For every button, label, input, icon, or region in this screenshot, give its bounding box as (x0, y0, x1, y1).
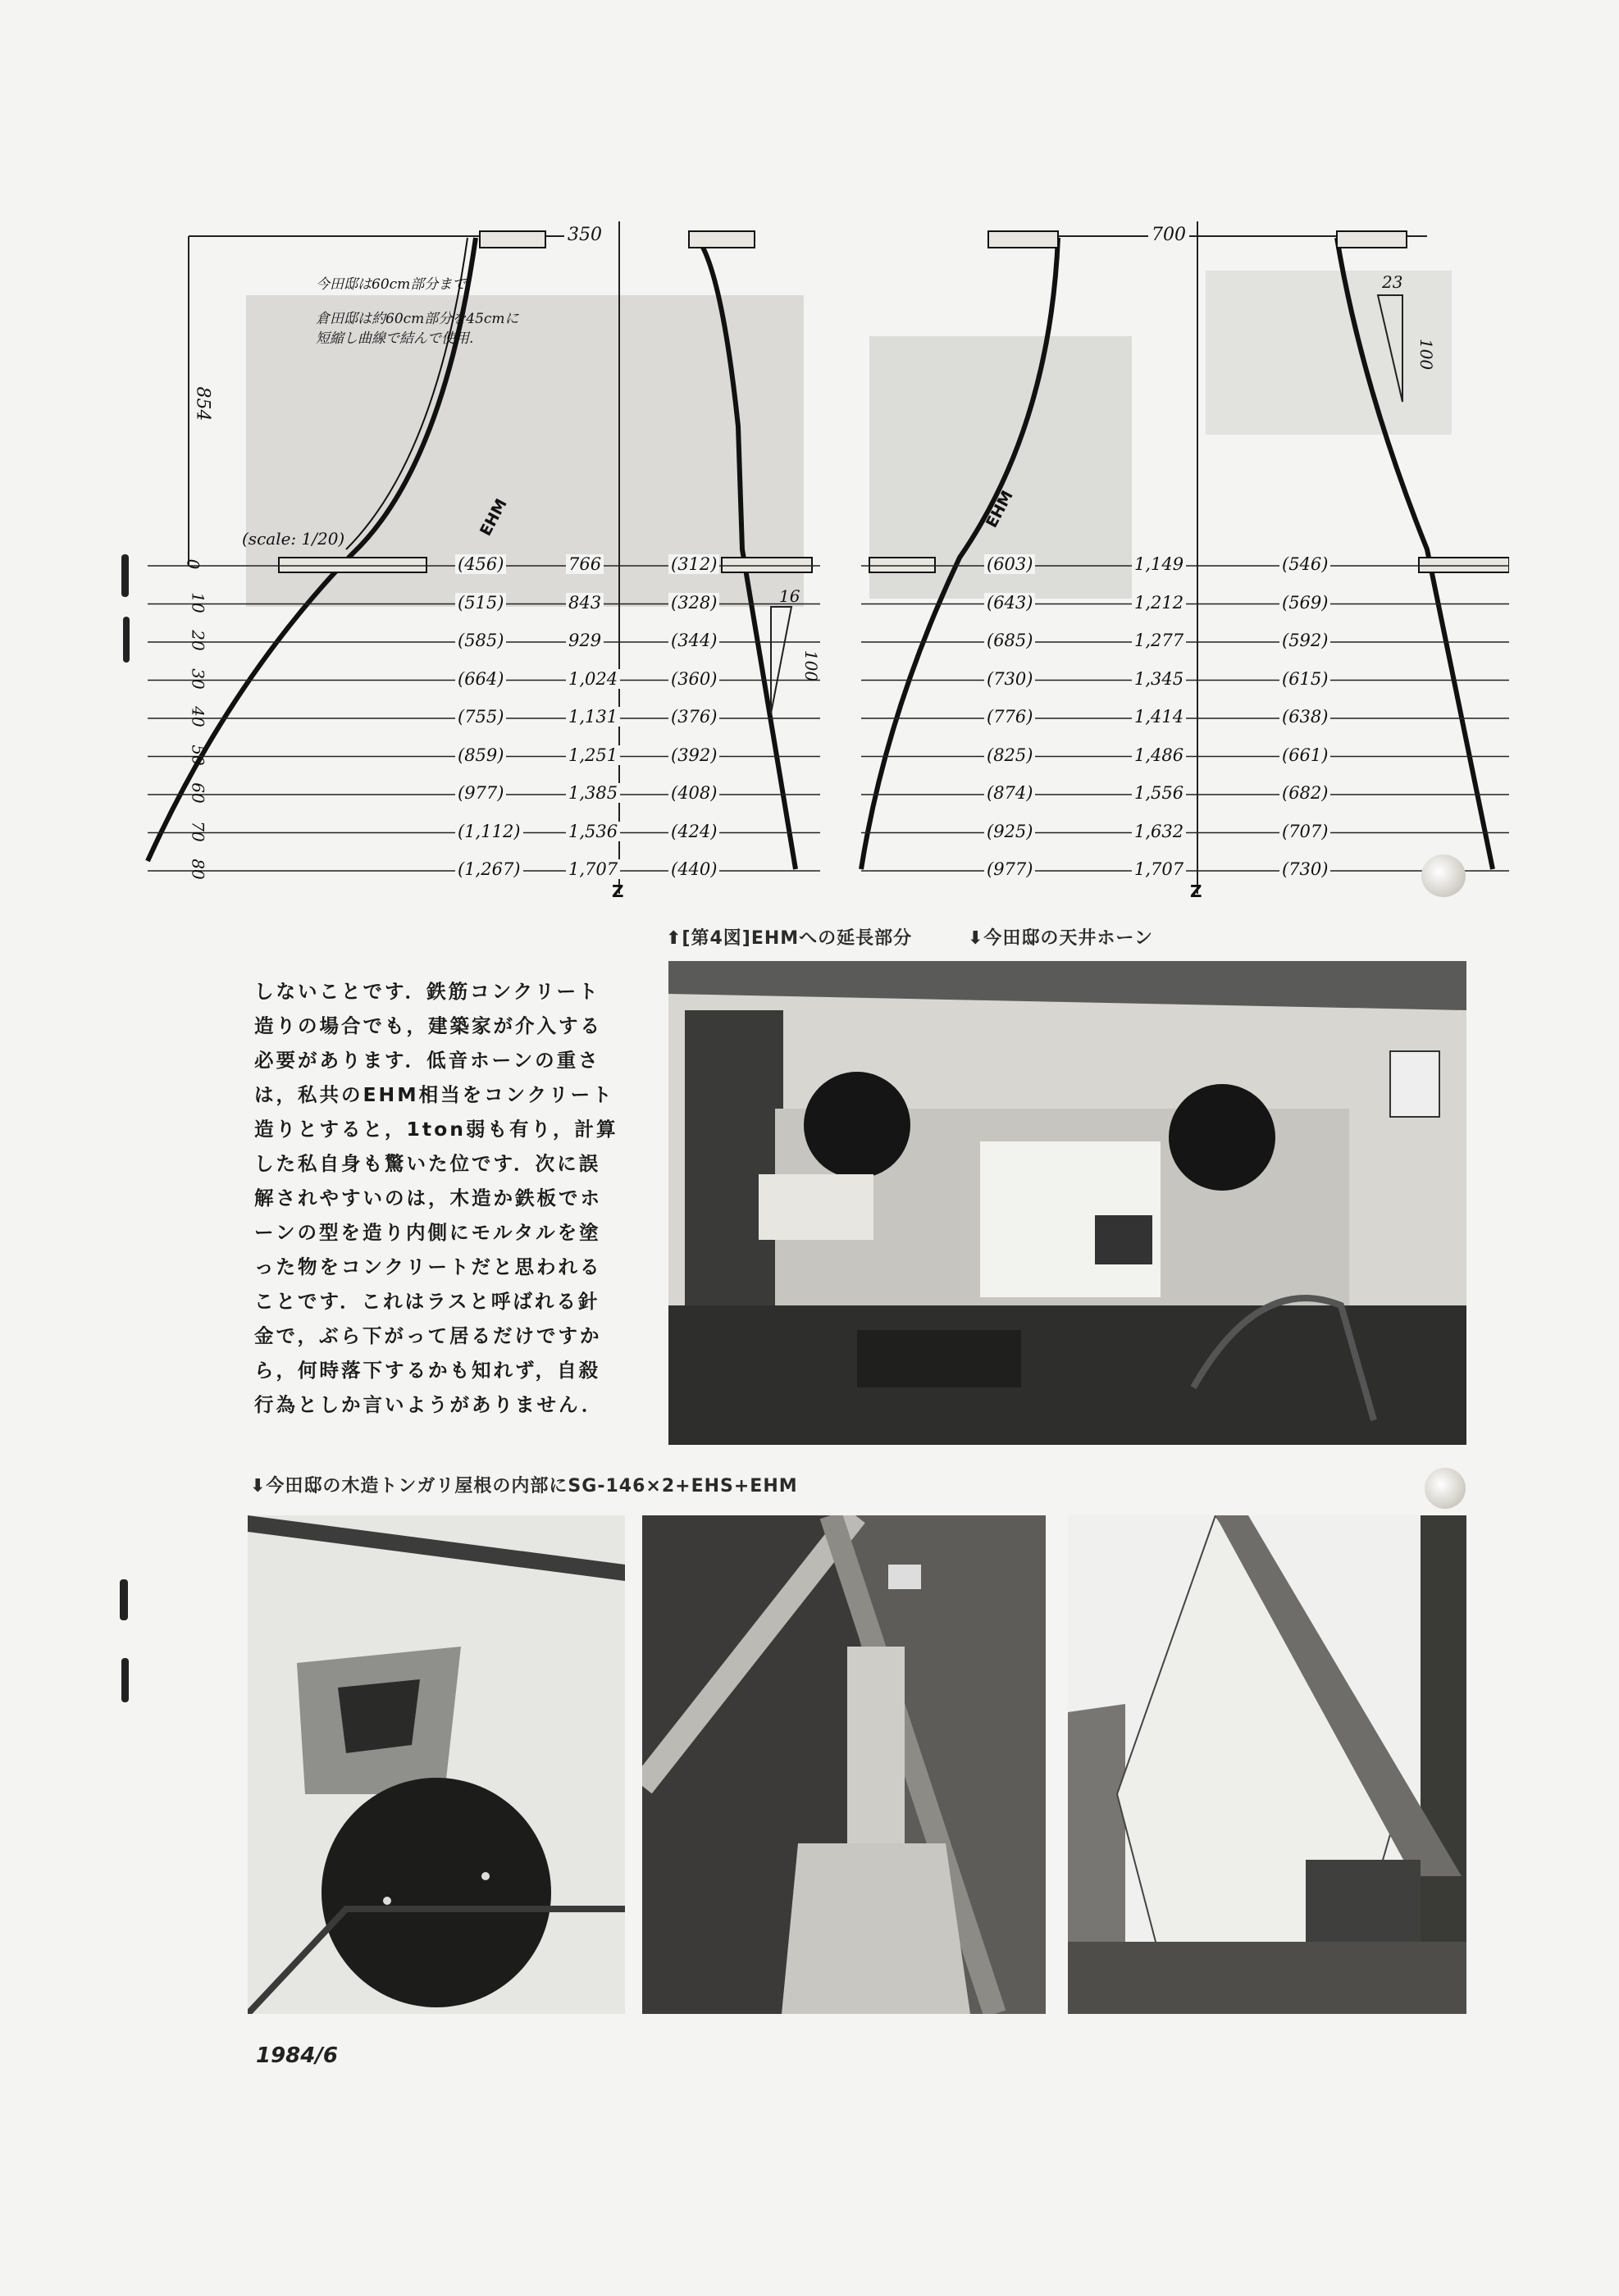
axis-label-left: Z (612, 882, 624, 901)
binding-mark (121, 554, 129, 597)
row-left-value: (685) (984, 631, 1035, 650)
body-line: した私自身も驚いた位です．次に誤 (254, 1152, 601, 1175)
row-right-value: (376) (668, 707, 719, 727)
row-right-value: (424) (668, 822, 719, 841)
house-exterior-photo (1068, 1515, 1466, 2014)
row-left-value: (755) (455, 707, 506, 727)
row-right-value: (312) (668, 554, 719, 574)
row-left-value: (1,267) (455, 859, 523, 879)
body-line: ことです．これはラスと呼ばれる針 (254, 1290, 600, 1313)
row-left-value: (643) (984, 593, 1035, 613)
row-right-value: (328) (668, 593, 719, 613)
slope-top-right: 23 (1382, 272, 1403, 292)
scale-label: (scale: 1/20) (242, 529, 345, 549)
row-center-value: 1,149 (1132, 554, 1186, 574)
note-line-2: 倉田邸は約60cm部分を45cmに (316, 311, 519, 327)
row-right-value: (392) (668, 745, 719, 765)
punch-hole-dot (1421, 854, 1466, 897)
row-center-value: 929 (566, 631, 604, 650)
article-body (254, 974, 632, 1422)
horn-label-left: EHM (476, 495, 511, 540)
row-right-value: (638) (1279, 707, 1330, 727)
row-right-value: (546) (1279, 554, 1330, 574)
height-label: 854 (192, 386, 213, 421)
row-right-value: (592) (1279, 631, 1330, 650)
roof-interior-photo (642, 1515, 1046, 2014)
body-line: 行為としか言いようがありません． (254, 1393, 604, 1416)
top-width-label: 350 (564, 225, 605, 245)
caption-fig4: ⬆[第4図]EHMへの延長部分 (666, 928, 913, 949)
row-center-value: 766 (566, 554, 604, 574)
issue-date: 1984/6 (256, 2043, 338, 2068)
row-right-value: (344) (668, 631, 719, 650)
row-right-value: (360) (668, 669, 719, 689)
note-line-1: 今田邸は60cm部分まで. (316, 276, 471, 293)
row-center-value: 1,277 (1132, 631, 1186, 650)
row-center-value: 1,707 (566, 859, 620, 879)
body-line: 解されやすいのは，木造か鉄板でホ (254, 1187, 602, 1210)
row-right-value: (569) (1279, 593, 1330, 613)
note-line-3: 短縮し曲線で結んで使用. (316, 330, 474, 347)
row-left-value: (1,112) (455, 822, 523, 841)
row-center-value: 1,131 (566, 707, 620, 727)
row-center-value: 843 (566, 593, 604, 613)
left-horn-diagram (131, 221, 828, 927)
right-horn-diagram (853, 221, 1509, 927)
slope-top-left: 16 (779, 586, 800, 606)
row-left-value: (977) (455, 783, 506, 803)
row-z-label: 70 (188, 820, 208, 842)
top-width-label-right: 700 (1148, 225, 1189, 245)
slope-side-right: 100 (1416, 338, 1437, 371)
axis-label-right: Z (1190, 882, 1202, 901)
row-right-value: (440) (668, 859, 719, 879)
row-left-value: (515) (455, 593, 506, 613)
binding-mark (123, 617, 130, 663)
row-left-value: (825) (984, 745, 1035, 765)
row-z-label: 60 (188, 782, 208, 804)
binding-mark (120, 1579, 128, 1620)
row-center-value: 1,345 (1132, 669, 1186, 689)
row-center-value: 1,707 (1132, 859, 1186, 879)
row-z-label: 30 (188, 667, 208, 690)
living-room-photo (668, 961, 1466, 1445)
row-right-value: (615) (1279, 669, 1330, 689)
row-z-label: 10 (188, 591, 208, 613)
body-line: 金で，ぶら下がって居るだけですか (254, 1324, 602, 1347)
row-center-value: 1,212 (1132, 593, 1186, 613)
caption-roof: ⬇今田邸の木造トンガリ屋根の内部にSG-146×2+EHS+EHM (250, 1476, 798, 1496)
body-line: った物をコンクリートだと思われる (254, 1255, 602, 1278)
caption-ceiling-horn: ⬇今田邸の天井ホーン (968, 928, 1153, 949)
body-line: 造りの場合でも，建築家が介入する (254, 1014, 602, 1037)
row-left-value: (776) (984, 707, 1035, 727)
row-left-value: (859) (455, 745, 506, 765)
row-right-value: (730) (1279, 859, 1330, 879)
horn-label-right: EHM (982, 487, 1017, 531)
row-left-value: (664) (455, 669, 506, 689)
row-right-value: (661) (1279, 745, 1330, 765)
row-left-value: (603) (984, 554, 1035, 574)
body-line: ら，何時落下するかも知れず，自殺 (254, 1359, 601, 1382)
row-center-value: 1,385 (566, 783, 620, 803)
row-right-value: (707) (1279, 822, 1330, 841)
row-left-value: (977) (984, 859, 1035, 879)
row-center-value: 1,486 (1132, 745, 1186, 765)
punch-hole-dot (1425, 1468, 1466, 1509)
row-z-label: 20 (188, 630, 208, 651)
row-left-value: (874) (984, 783, 1035, 803)
row-center-value: 1,536 (566, 822, 620, 841)
row-z-label: 0 (183, 558, 203, 570)
row-center-value: 1,556 (1132, 783, 1186, 803)
row-left-value: (730) (984, 669, 1035, 689)
row-center-value: 1,632 (1132, 822, 1186, 841)
row-z-label: 40 (188, 706, 208, 727)
row-left-value: (456) (455, 554, 506, 574)
body-line: は，私共のEHM相当をコンクリート (254, 1083, 614, 1106)
horn-mouth-photo (248, 1515, 625, 2014)
row-center-value: 1,414 (1132, 707, 1186, 727)
body-line: 造りとすると，1ton弱も有り，計算 (254, 1118, 618, 1141)
slope-side-left: 100 (801, 649, 822, 682)
binding-mark (121, 1658, 129, 1702)
body-line: ーンの型を造り内側にモルタルを塗 (254, 1221, 601, 1244)
row-right-value: (682) (1279, 783, 1330, 803)
body-line: 必要があります．低音ホーンの重さ (254, 1049, 600, 1072)
row-z-label: 80 (188, 859, 208, 880)
row-center-value: 1,024 (566, 669, 620, 689)
row-right-value: (408) (668, 783, 719, 803)
body-line: しないことです．鉄筋コンクリート (254, 980, 600, 1003)
row-left-value: (585) (455, 631, 506, 650)
row-center-value: 1,251 (566, 745, 620, 765)
row-z-label: 50 (188, 744, 208, 766)
row-left-value: (925) (984, 822, 1035, 841)
